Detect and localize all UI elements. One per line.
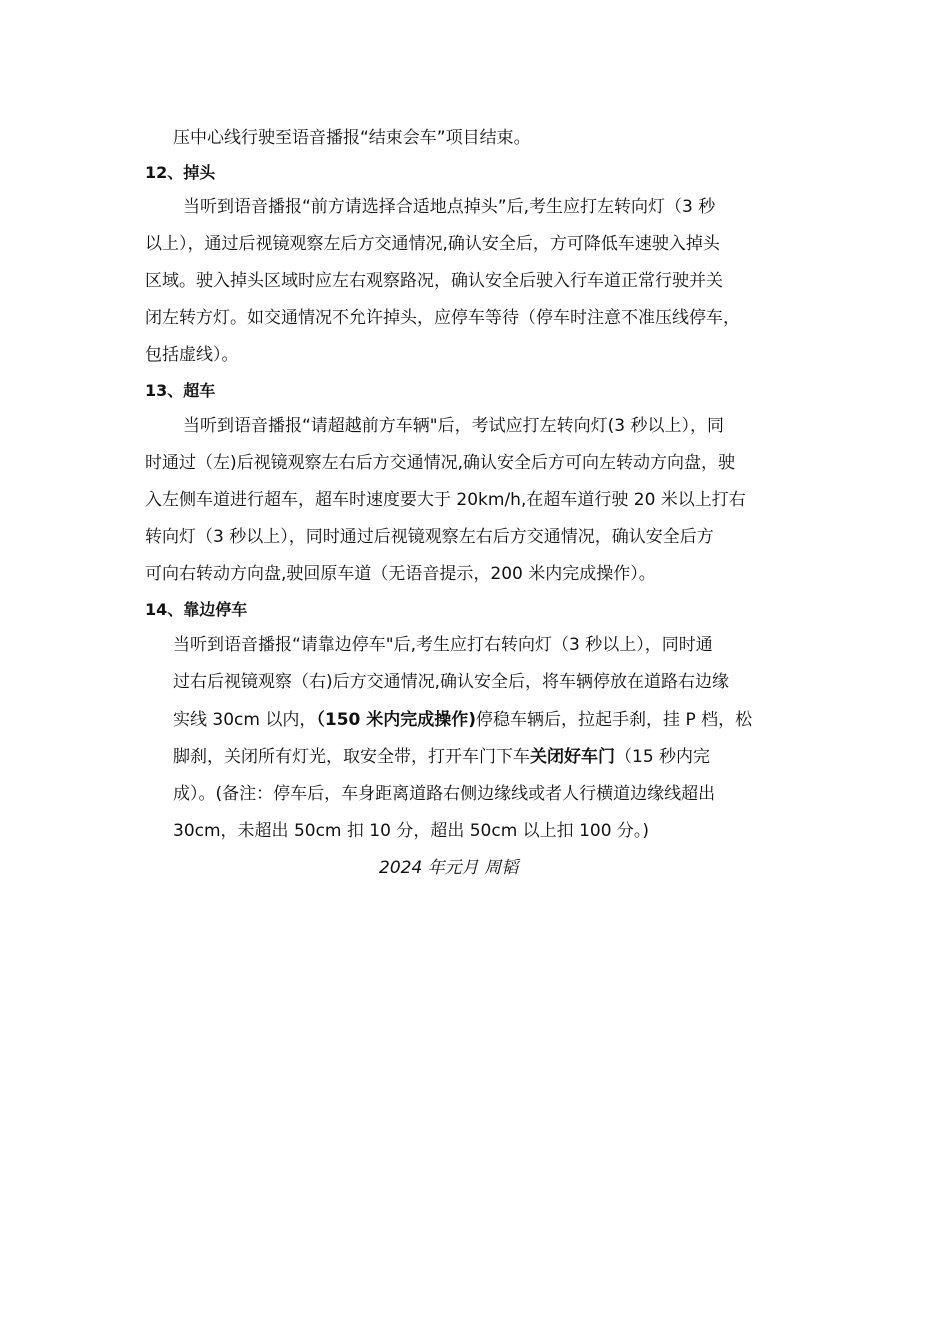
section-13-line-2: 时通过（左)后视镜观察左右后方交通情况,确认安全后方可向左转动方向盘，驶 (145, 453, 736, 473)
section-14-line-4-part-c: （15 秒内完 (615, 747, 711, 767)
section-13-line-5: 可向右转动方向盘,驶回原车道（无语音提示，200 米内完成操作）。 (145, 564, 656, 584)
section-12-line-5: 包括虚线）。 (145, 345, 239, 365)
section-12-heading: 12、掉头 (145, 163, 216, 182)
section-13-heading: 13、超车 (145, 381, 216, 400)
signature-date: 2024 年元月 周韬 (379, 858, 519, 878)
section-14-line-4-part-a: 脚刹，关闭所有灯光，取安全带，打开车门下车 (173, 747, 530, 767)
section-14-line-4 (173, 746, 710, 768)
section-12-line-2: 以上），通过后视镜观察左后方交通情况,确认安全后，方可降低车速驶入掉头 (145, 234, 720, 254)
section-14-line-2: 过右后视镜观察（右)后方交通情况,确认安全后，将车辆停放在道路右边缘 (173, 672, 730, 692)
section-14-line-5: 成）。(备注：停车后，车身距离道路右侧边缘线或者人行横道边缘线超出 (173, 784, 716, 804)
section-13-line-3: 入左侧车道进行超车，超车时速度要大于 20km/h,在超车道行驶 20 米以上打右 (145, 490, 746, 510)
section-12-line-1: 当听到语音播报“前方请选择合适地点掉头”后,考生应打左转向灯（3 秒 (183, 197, 716, 217)
section-14-heading: 14、靠边停车 (145, 600, 248, 619)
section-12-line-4: 闭左转方灯。如交通情况不允许掉头，应停车等待（停车时注意不准压线停车， (145, 308, 740, 328)
section-14-line-3 (173, 709, 752, 731)
section-14-bold-150m: （150 米内完成操作) (316, 710, 477, 730)
section-14-line-6: 30cm，未超出 50cm 扣 10 分，超出 50cm 以上扣 100 分。) (173, 821, 650, 841)
section-14-line-3-part-c: 停稳车辆后，拉起手刹，挂 P 档，松 (476, 710, 753, 730)
continuation-line: 压中心线行驶至语音播报“结束会车”项目结束。 (173, 128, 531, 148)
section-13-line-4: 转向灯（3 秒以上），同时通过后视镜观察左右后方交通情况，确认安全后方 (145, 527, 714, 547)
section-14-line-3-part-a: 实线 30cm 以内， (173, 710, 317, 730)
section-12-line-3: 区域。驶入掉头区域时应左右观察路况，确认安全后驶入行车道正常行驶并关 (145, 271, 723, 291)
section-14-bold-close-door: 关闭好车门 (530, 747, 615, 767)
section-13-line-1: 当听到语音播报“请超越前方车辆"后，考试应打左转向灯(3 秒以上），同 (183, 416, 724, 436)
section-14-line-1: 当听到语音播报“请靠边停车"后,考生应打右转向灯（3 秒以上），同时通 (173, 635, 713, 655)
